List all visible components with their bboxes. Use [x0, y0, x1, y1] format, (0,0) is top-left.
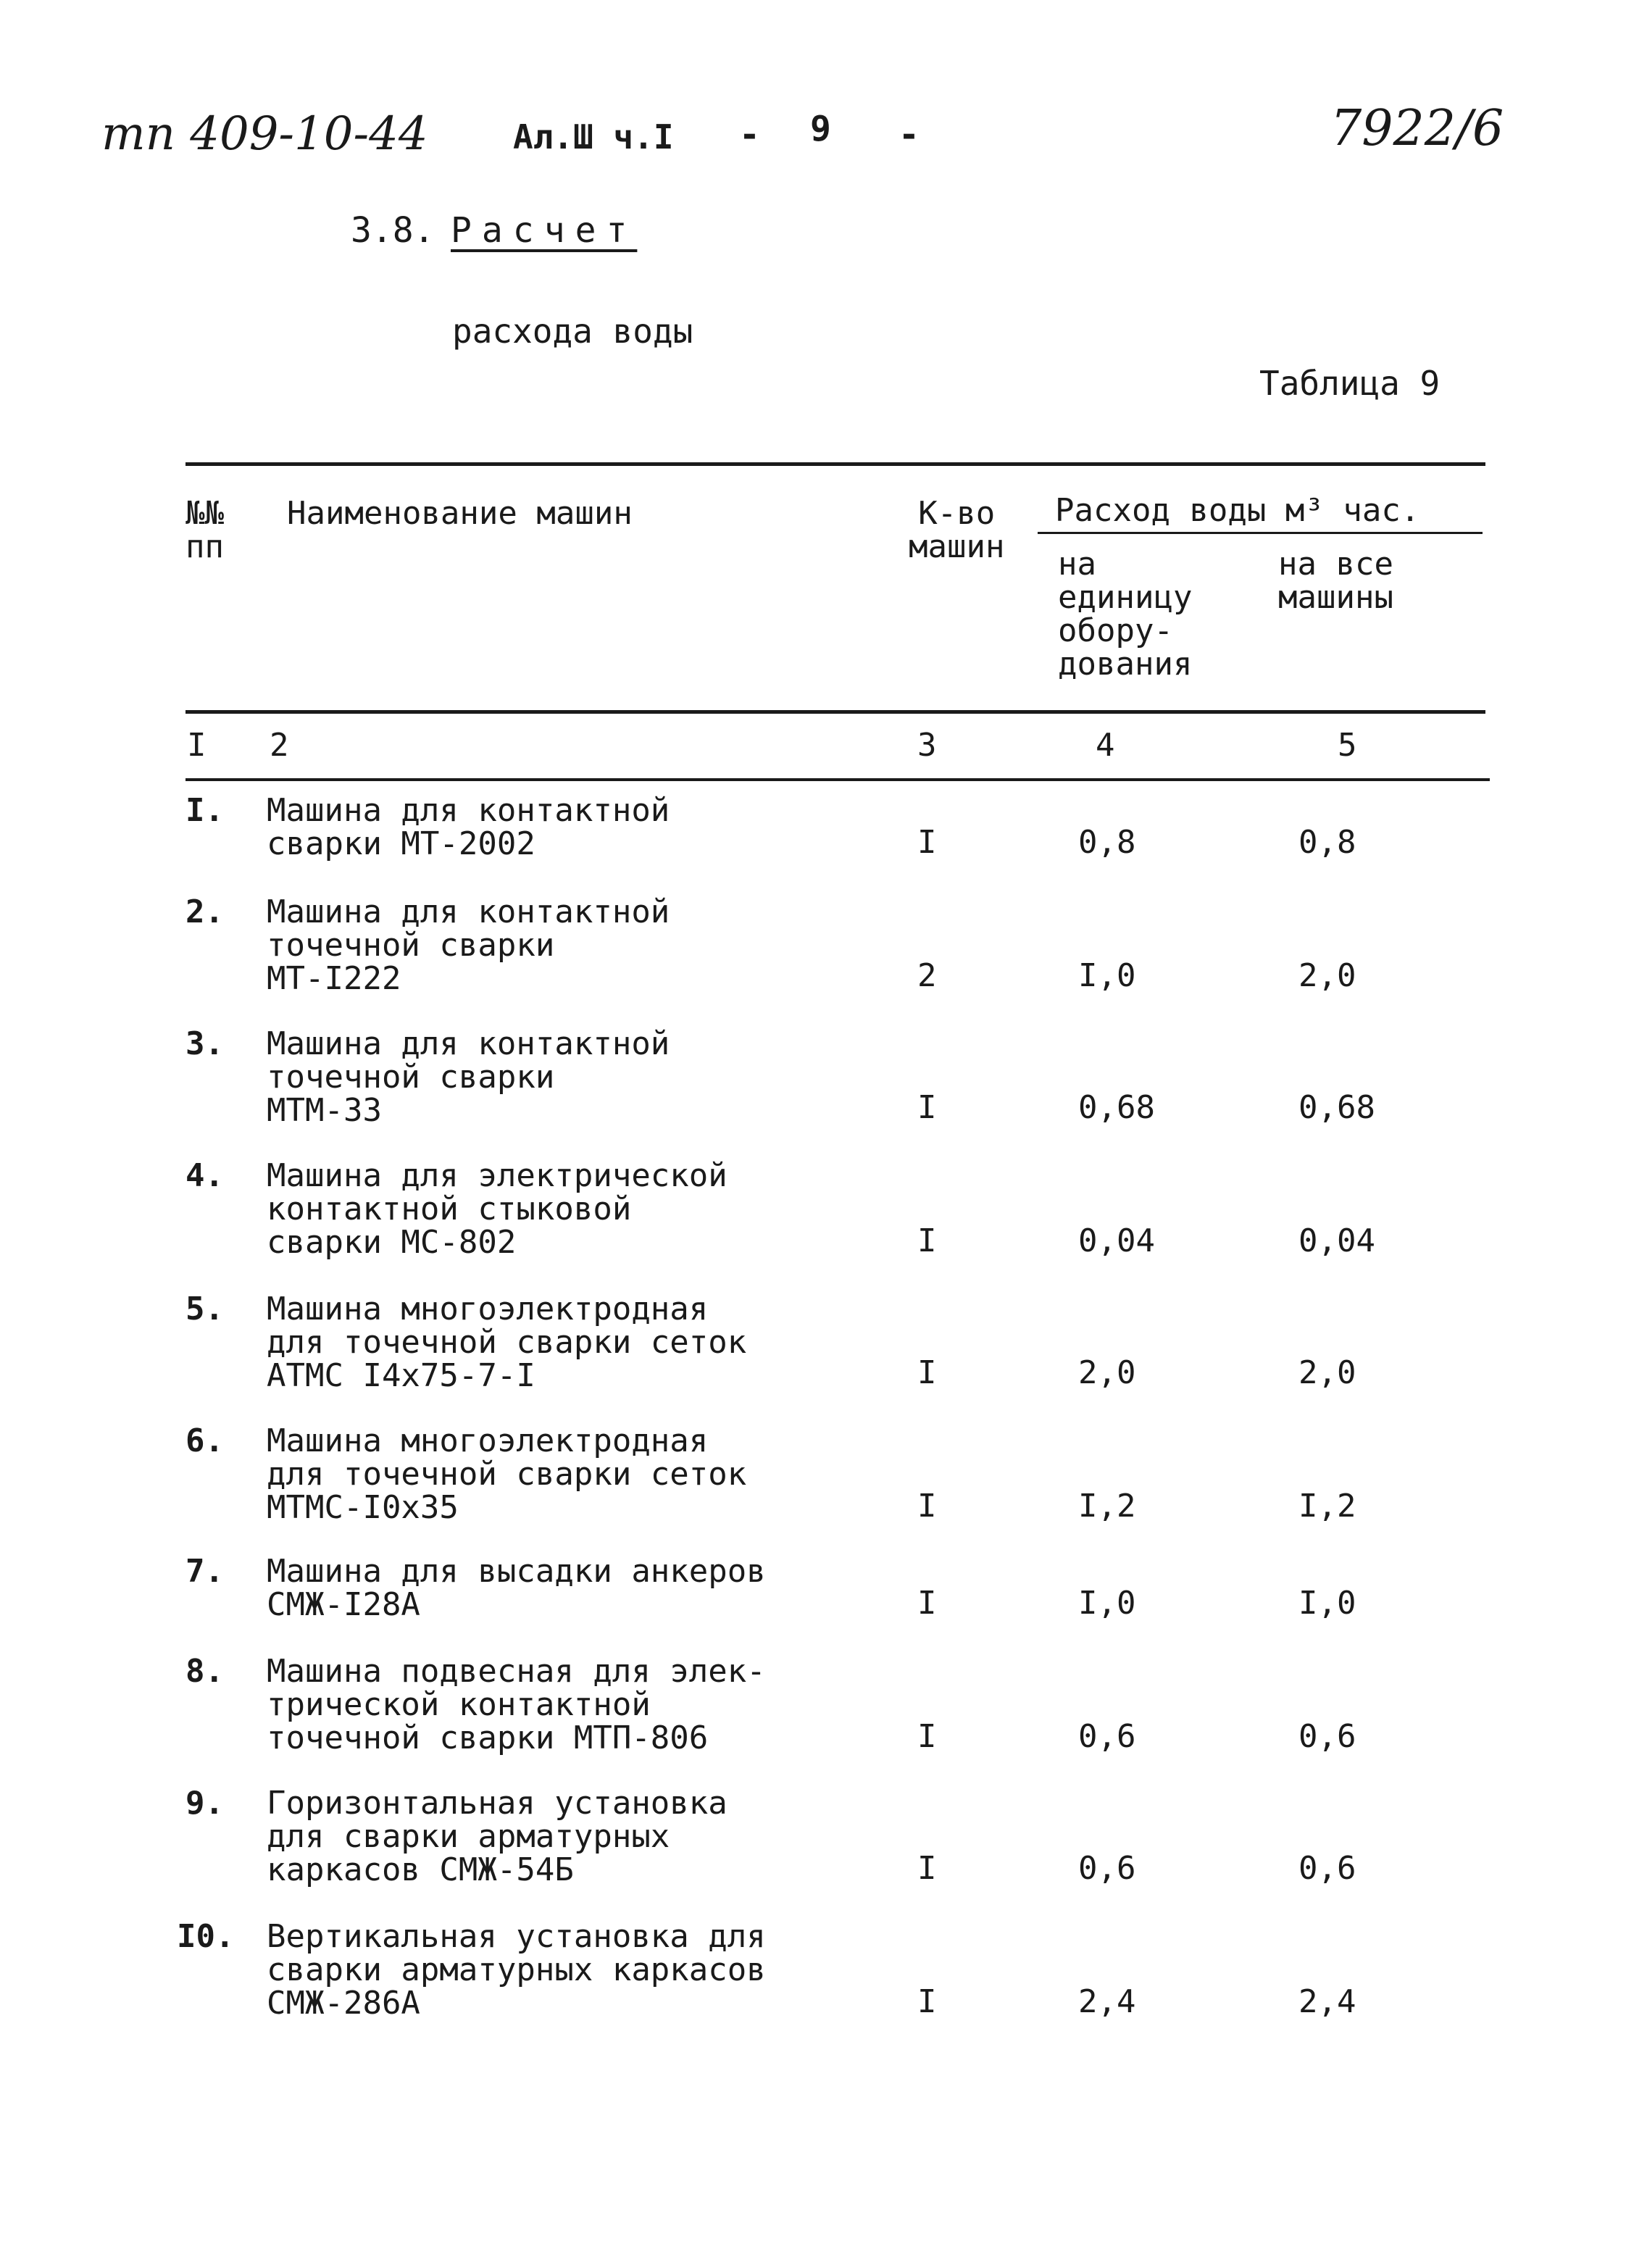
section-title: Расчет [451, 210, 638, 251]
row-num: I. [185, 792, 224, 829]
row-total: 0,6 [1298, 1718, 1356, 1755]
row-num: 8. [185, 1653, 224, 1690]
row-per-unit: I,2 [1078, 1488, 1136, 1525]
row-num: 6. [185, 1422, 224, 1459]
page-dash-left: - [739, 114, 760, 155]
column-number-5: 5 [1338, 727, 1357, 764]
row-total: 0,8 [1298, 824, 1356, 861]
page-number: 9 [810, 109, 831, 149]
row-name: Машина многоэлектродная для точечной сварки сеток МТМС-I0x35 [267, 1422, 747, 1526]
header-name: Наименование машин [287, 495, 633, 532]
row-total: 0,68 [1298, 1089, 1375, 1126]
header-all-machines: на все машины [1278, 546, 1393, 616]
row-qty: I [917, 1850, 937, 1887]
header-bottom-rule [185, 710, 1485, 714]
column-number-4: 4 [1096, 727, 1115, 764]
row-total: 2,0 [1298, 1354, 1356, 1391]
row-qty: I [917, 1585, 937, 1622]
row-name: Машина многоэлектродная для точечной сварки сеток АТМС I4x75-7-I [267, 1291, 747, 1394]
column-number-1: I [187, 727, 207, 764]
row-per-unit: I,0 [1078, 1585, 1136, 1622]
row-per-unit: 2,4 [1078, 1983, 1136, 2020]
row-num: 3. [185, 1025, 224, 1062]
header-qty: К-во машин [909, 495, 1005, 565]
album-label: Ал.Ш ч.I [513, 117, 674, 157]
table-top-rule [185, 462, 1485, 466]
row-num: 9. [185, 1785, 224, 1822]
header-consumption: Расход воды м³ час. [1055, 492, 1420, 529]
row-num: 5. [185, 1291, 224, 1327]
header-per-unit: на единицу обору- дования [1058, 546, 1193, 683]
row-name: Машина для контактной точечной сварки МТ-I222 [267, 893, 670, 997]
column-number-3: 3 [917, 727, 937, 764]
row-qty: I [917, 1983, 937, 2020]
row-per-unit: I,0 [1078, 957, 1136, 994]
row-num: 7. [185, 1553, 224, 1590]
row-qty: I [917, 1718, 937, 1755]
row-name: Вертикальная установка для сварки арматурных каркасов СМЖ-286А [267, 1918, 766, 2022]
row-per-unit: 0,6 [1078, 1718, 1136, 1755]
table-caption: Таблица 9 [1259, 364, 1441, 403]
doc-code-number: 409-10-44 [190, 107, 428, 161]
row-per-unit: 0,68 [1078, 1089, 1155, 1126]
row-total: 2,4 [1298, 1983, 1356, 2020]
row-total: 0,04 [1298, 1222, 1375, 1259]
row-per-unit: 0,8 [1078, 824, 1136, 861]
row-name: Горизонтальная установка для сварки арматурных каркасов СМЖ-54Б [267, 1785, 727, 1888]
row-total: 0,6 [1298, 1850, 1356, 1887]
row-total: I,0 [1298, 1585, 1356, 1622]
row-qty: I [917, 1222, 937, 1259]
row-name: Машина для электрической контактной стыковой сварки МС-802 [267, 1157, 727, 1261]
row-qty: I [917, 1354, 937, 1391]
row-qty: I [917, 824, 937, 861]
row-per-unit: 0,6 [1078, 1850, 1136, 1887]
sheet-code: 7922/6 [1330, 100, 1504, 157]
row-per-unit: 2,0 [1078, 1354, 1136, 1391]
row-qty: I [917, 1089, 937, 1126]
column-number-2: 2 [270, 727, 289, 764]
page-dash-right: - [899, 114, 920, 155]
consumption-underline [1038, 532, 1483, 534]
row-total: I,2 [1298, 1488, 1356, 1525]
row-name: Машина для высадки анкеров СМЖ-I28А [267, 1553, 766, 1623]
row-name: Машина для контактной точечной сварки МТМ-33 [267, 1025, 670, 1129]
doc-code [101, 107, 428, 161]
row-name: Машина подвесная для элек- трической контактной точечной сварки МТП-806 [267, 1653, 766, 1756]
section-number: 3.8. [351, 210, 435, 251]
row-num: 4. [185, 1157, 224, 1194]
row-num: I0. [177, 1918, 235, 1955]
section-subtitle: расхода воды [452, 312, 693, 351]
row-qty: 2 [917, 957, 937, 994]
row-per-unit: 0,04 [1078, 1222, 1155, 1259]
doc-code-prefix: тп [101, 107, 175, 161]
row-name: Машина для контактной сварки МТ-2002 [267, 792, 670, 862]
row-qty: I [917, 1488, 937, 1525]
header-num: №№ пп [185, 495, 224, 565]
column-numbers-rule [185, 778, 1490, 781]
row-total: 2,0 [1298, 957, 1356, 994]
row-num: 2. [185, 893, 224, 930]
